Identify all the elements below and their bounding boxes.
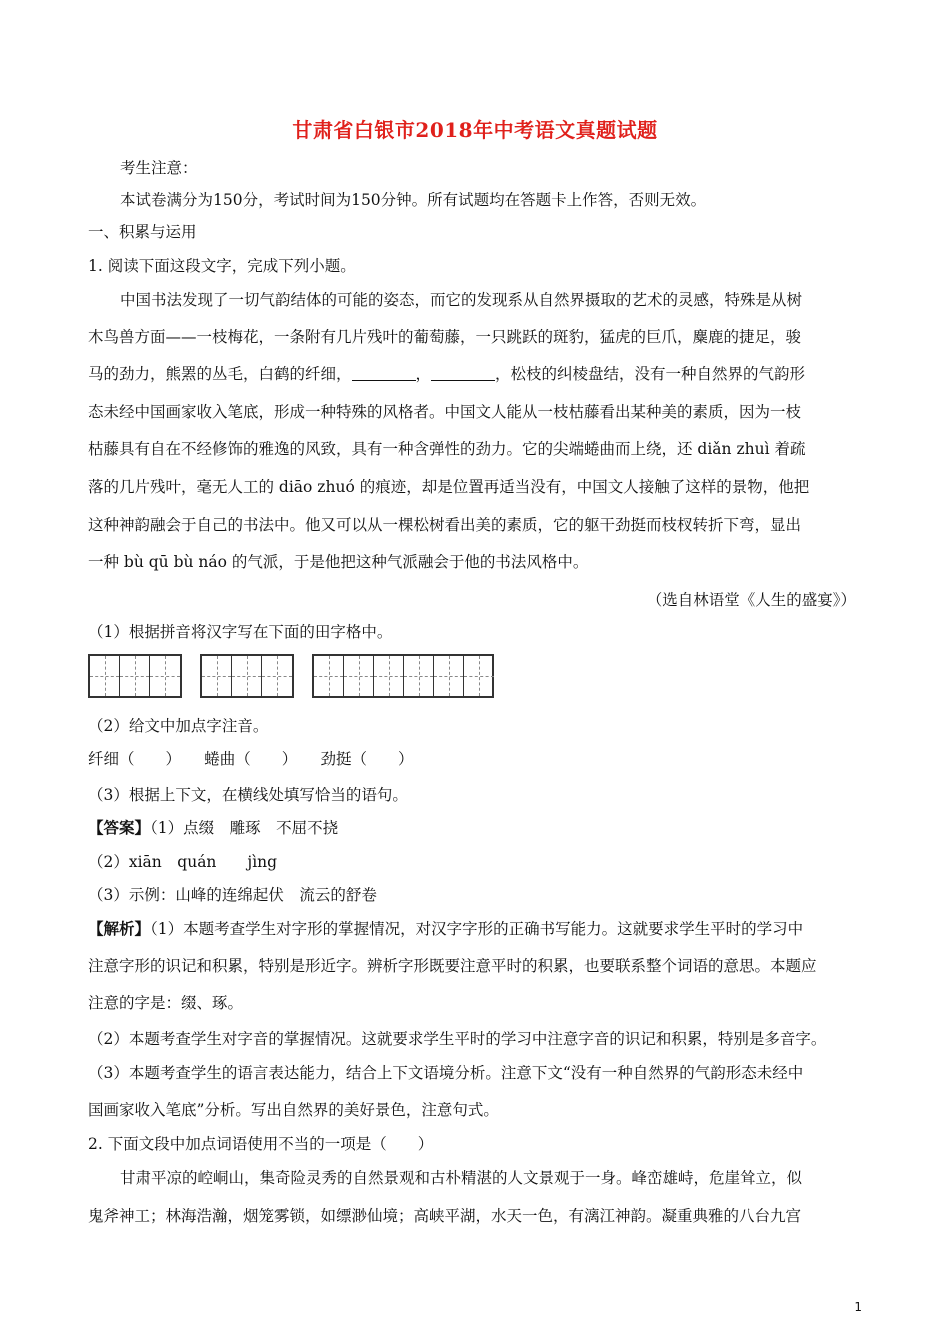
analysis-line: 注意的字是：缀、琢。 — [88, 994, 244, 1012]
passage-text: ， — [415, 365, 432, 383]
grid-cell[interactable] — [344, 656, 374, 696]
passage-line: 这种神韵融会于自己的书法中。他又可以从一棵松树看出美的素质，它的躯干劲挺而枝杈转折下弯，显出 — [88, 516, 802, 534]
notice-label: 考生注意： — [120, 159, 198, 177]
grid-cell[interactable] — [150, 656, 180, 696]
subquestion-1: （1）根据拼音将汉字写在下面的田字格中。 — [88, 623, 393, 641]
grid-box-3[interactable] — [312, 654, 494, 698]
passage-line-with-blanks — [88, 364, 805, 384]
q2-passage-line: 甘肃平凉的崆峒山，集奇险灵秀的自然景观和古朴精湛的人文景观于一身。峰峦雄峙，危崖耸立，似 — [120, 1169, 803, 1187]
analysis-text: （1）本题考查学生对字形的掌握情况，对汉字字形的正确书写能力。这就要求学生平时的学习中 — [150, 920, 804, 938]
answer-text: （1）点缀 雕琢 不屈不挠 — [150, 819, 339, 837]
q2-passage-line: 鬼斧神工；林海浩瀚，烟笼雾锁，如缥渺仙境；高峡平湖，水天一色，有漓江神韵。凝重典雅的八台九宫 — [88, 1207, 802, 1225]
passage-line: 枯藤具有自在不经修饰的雅逸的风致，具有一种含弹性的劲力。它的尖端蜷曲而上绕，还 diǎn zhuì 着疏 — [88, 440, 806, 458]
grid-box-2[interactable] — [200, 654, 294, 698]
grid-cell[interactable] — [404, 656, 434, 696]
fill-blank-1[interactable] — [352, 366, 416, 381]
answer-line: （2）xiān quán jìng — [88, 853, 278, 871]
question-2-stem: 2. 下面文段中加点词语使用不当的一项是（ ） — [88, 1135, 434, 1153]
pinyin-items: 纤细（ ） 蜷曲（ ） 劲挺（ ） — [88, 750, 414, 768]
notice-text: 本试卷满分为150分，考试时间为150分钟。所有试题均在答题卡上作答，否则无效。 — [120, 191, 707, 209]
passage-line: 一种 bù qū bù náo 的气派，于是他把这种气派融会于他的书法风格中。 — [88, 553, 589, 571]
passage-text: ，松枝的纠棱盘结，没有一种自然界的气韵形 — [495, 365, 806, 383]
passage-source: （选自林语堂《人生的盛宴》） — [646, 591, 856, 609]
subquestion-3: （3）根据上下文，在横线处填写恰当的语句。 — [88, 786, 408, 804]
analysis-line: 国画家收入笔底”分析。写出自然界的美好景色，注意句式。 — [88, 1101, 499, 1119]
grid-cell[interactable] — [232, 656, 262, 696]
analysis-line: 注意字形的识记和积累，特别是形近字。辨析字形既要注意平时的积累，也要联系整个词语的意思。本题应 — [88, 957, 817, 975]
grid-cell[interactable] — [90, 656, 120, 696]
passage-line: 落的几片残叶，毫无人工的 diāo zhuó 的痕迹，却是位置再适当没有，中国文人接触了这样的景物，他把 — [88, 478, 810, 496]
section-heading: 一、积累与运用 — [88, 223, 197, 241]
analysis-label: 【解析】 — [88, 919, 151, 938]
answer-line: （3）示例：山峰的连绵起伏 流云的舒卷 — [88, 886, 377, 904]
subquestion-2: （2）给文中加点字注音。 — [88, 717, 269, 735]
grid-cell[interactable] — [434, 656, 464, 696]
grid-cell[interactable] — [464, 656, 494, 696]
grid-cell[interactable] — [374, 656, 404, 696]
grid-cell[interactable] — [120, 656, 150, 696]
answer-line — [88, 818, 338, 838]
grid-box-1[interactable] — [88, 654, 182, 698]
passage-line: 态未经中国画家收入笔底，形成一种特殊的风格者。中国文人能从一枝枯藤看出某种美的素质，因为一枝 — [88, 403, 802, 421]
passage-line: 中国书法发现了一切气韵结体的可能的姿态，而它的发现系从自然界摄取的艺术的灵感，特殊是从树 — [120, 291, 803, 309]
question-1-stem: 1. 阅读下面这段文字，完成下列小题。 — [88, 257, 356, 275]
document-title: 甘肃省白银市2018年中考语文真题试题 — [292, 118, 658, 142]
grid-cell[interactable] — [202, 656, 232, 696]
answer-label: 【答案】 — [88, 818, 151, 837]
analysis-line — [88, 919, 803, 939]
analysis-line: （3）本题考查学生的语言表达能力，结合上下文语境分析。注意下文“没有一种自然界的气韵形态未经中 — [88, 1064, 804, 1082]
analysis-line: （2）本题考查学生对字音的掌握情况。这就要求学生平时的学习中注意字音的识记和积累，特别是多音字。 — [88, 1030, 827, 1048]
passage-line: 木鸟兽方面——一枝梅花，一条附有几片残叶的葡萄藤，一只跳跃的斑豹，猛虎的巨爪，麋鹿的捷足，骏 — [88, 328, 802, 346]
page-number: 1 — [854, 1300, 862, 1314]
grid-cell[interactable] — [314, 656, 344, 696]
passage-text: 马的劲力，熊罴的丛毛，白鹤的纤细， — [88, 365, 352, 383]
grid-cell[interactable] — [262, 656, 292, 696]
fill-blank-2[interactable] — [431, 366, 495, 381]
